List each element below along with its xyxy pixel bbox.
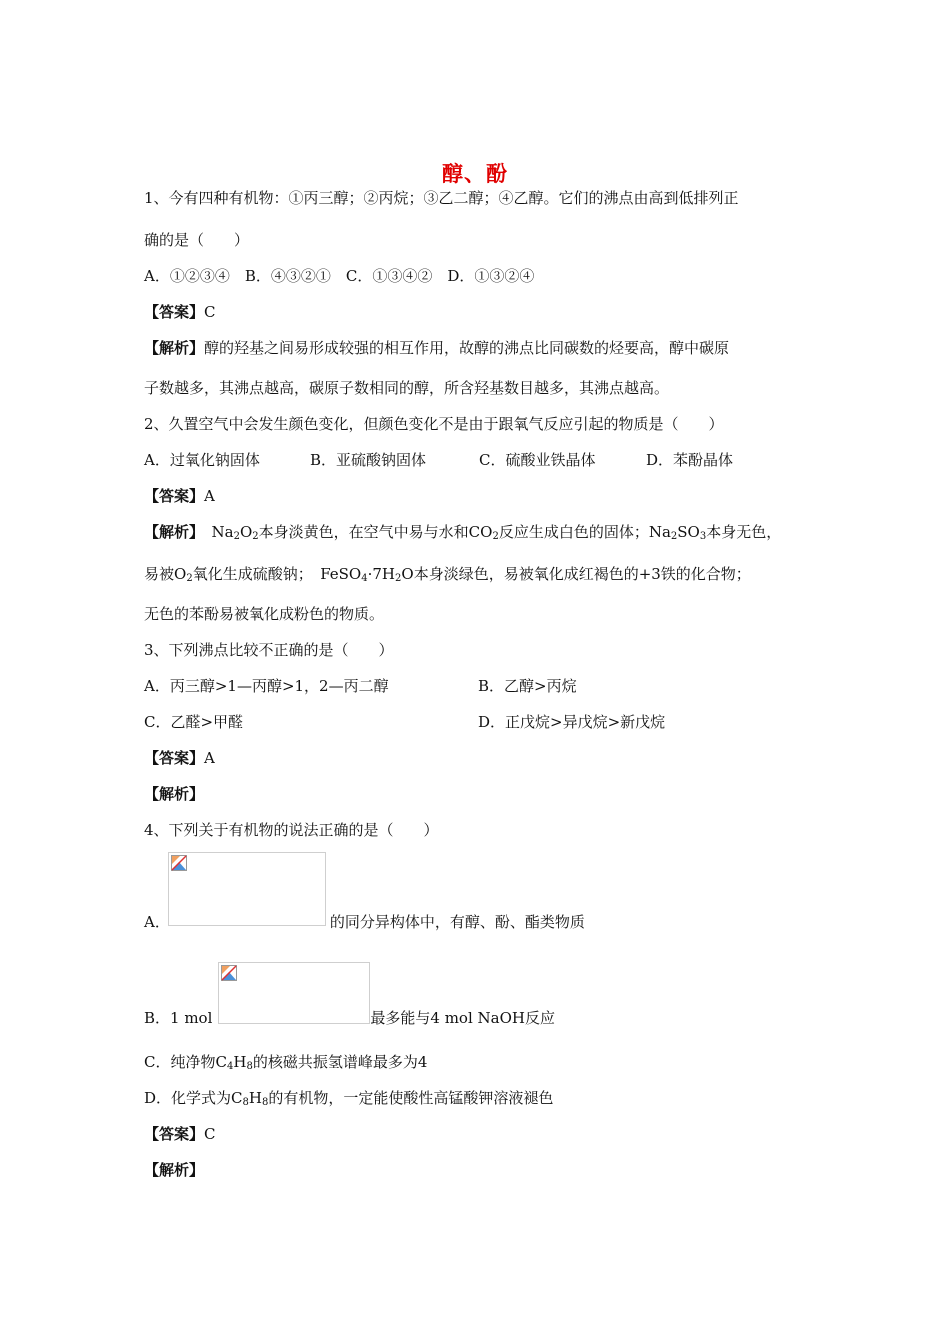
analysis-text: Na (196, 523, 234, 541)
q2-analysis-line-2 (144, 564, 751, 589)
analysis-text: 易被O (144, 565, 187, 583)
analysis-text: 本身淡黄色，在空气中易与水和CO (258, 523, 493, 541)
page-title: 醇、酚 (442, 161, 508, 186)
answer-value: C (204, 1125, 216, 1143)
subscript: 2 (492, 531, 499, 542)
answer-value: A (204, 487, 215, 505)
q4-analysis (144, 1160, 204, 1180)
q2-options (144, 450, 734, 470)
subscript: 2 (186, 573, 193, 584)
q4-option-b (144, 1008, 555, 1028)
q4-option-c (144, 1052, 427, 1077)
subscript: 2 (252, 531, 259, 542)
answer-tag: 【答案】 (144, 749, 205, 767)
subscript: 8 (246, 1061, 253, 1072)
q4-option-a (144, 912, 585, 932)
option-text: 最多能与4 mol NaOH反应 (370, 1009, 555, 1027)
answer-value: A (204, 749, 215, 767)
broken-image-icon (171, 855, 187, 871)
q4-stem: 4、下列关于有机物的说法正确的是（ ） (144, 821, 439, 839)
option-label: A． (144, 913, 170, 931)
q1-answer (144, 302, 216, 322)
option-text: 的同分异构体中，有醇、酚、酯类物质 (329, 913, 585, 931)
analysis-tag: 【解析】 (144, 785, 205, 803)
q1-stem-line-2: 确的是（ ） (144, 231, 250, 249)
subscript: 2 (233, 531, 240, 542)
q1-analysis-line-1 (144, 338, 729, 358)
q2-stem: 2、久置空气中会发生颜色变化，但颜色变化不是由于跟氧气反应引起的物质是（ ） (144, 415, 724, 433)
subscript: 8 (242, 1097, 249, 1108)
q3-stem: 3、下列沸点比较不正确的是（ ） (144, 641, 394, 659)
subscript: 8 (261, 1097, 269, 1108)
q2-option-c: C．硫酸业铁晶体 (479, 451, 596, 469)
subscript: 2 (670, 531, 678, 542)
answer-tag: 【答案】 (144, 303, 205, 321)
q2-analysis-line-3: 无色的苯酚易被氧化成粉色的物质。 (144, 605, 385, 623)
answer-value: C (204, 303, 216, 321)
q2-option-a: A．过氧化钠固体 (144, 451, 260, 469)
subscript: 3 (699, 531, 707, 542)
answer-tag: 【答案】 (144, 487, 205, 505)
q2-option-b: B．亚硫酸钠固体 (310, 451, 427, 469)
analysis-text: 反应生成白色的固体；Na (498, 523, 671, 541)
q2-answer (144, 486, 215, 506)
q3-option-d: D．正戊烷>异戊烷>新戊烷 (478, 713, 666, 731)
q2-analysis-line-1 (144, 522, 781, 547)
q4-answer (144, 1124, 216, 1144)
option-text: 的有机物，一定能使酸性高锰酸钾溶液褪色 (268, 1089, 554, 1107)
q1-stem-line-1: 1、今有四种有机物：①丙三醇；②丙烷；③乙二醇；④乙醇。它们的沸点由高到低排列正 (144, 189, 739, 207)
option-text: 的核磁共振氢谱峰最多为4 (252, 1053, 428, 1071)
subscript: 2 (395, 573, 402, 584)
q3-option-a: A．丙三醇>1—丙醇>1，2—丙二醇 (144, 677, 389, 695)
q1-options: A．①②③④ B．④③②① C．①③④② D．①③②④ (144, 267, 535, 285)
q4-option-d (144, 1088, 553, 1113)
q2-option-d: D．苯酚晶体 (646, 451, 734, 469)
analysis-tag: 【解析】 (144, 523, 197, 541)
subscript: 4 (226, 1061, 234, 1072)
analysis-text: SO (677, 523, 700, 541)
option-label: B．1 mol (144, 1009, 213, 1027)
analysis-text: O本身淡绿色，易被氧化成红褐色的+3铁的化合物； (401, 565, 751, 583)
option-text: H (233, 1053, 247, 1071)
q3-analysis (144, 784, 204, 804)
broken-image-icon (221, 965, 237, 981)
analysis-text: O (239, 523, 253, 541)
analysis-text: 本身无色， (706, 523, 782, 541)
analysis-tag: 【解析】 (144, 1161, 205, 1179)
analysis-tag: 【解析】 (144, 339, 205, 357)
option-text: D．化学式为C (144, 1089, 243, 1107)
analysis-text: 醇的羟基之间易形成较强的相互作用，故醇的沸点比同碳数的烃要高，醇中碳原 (204, 339, 730, 357)
analysis-text: 氧化生成硫酸钠； FeSO (192, 565, 362, 583)
q3-option-b: B．乙醇>丙烷 (478, 677, 577, 695)
analysis-text: ·7H (367, 565, 396, 583)
q3-answer (144, 748, 215, 768)
q3-option-c: C．乙醛>甲醛 (144, 713, 244, 731)
q1-analysis-line-2: 子数越多，其沸点越高，碳原子数相同的醇，所含羟基数目越多，其沸点越高。 (144, 379, 670, 397)
option-text: C．纯净物C (144, 1053, 227, 1071)
option-text: H (248, 1089, 262, 1107)
subscript: 4 (361, 573, 368, 584)
answer-tag: 【答案】 (144, 1125, 205, 1143)
